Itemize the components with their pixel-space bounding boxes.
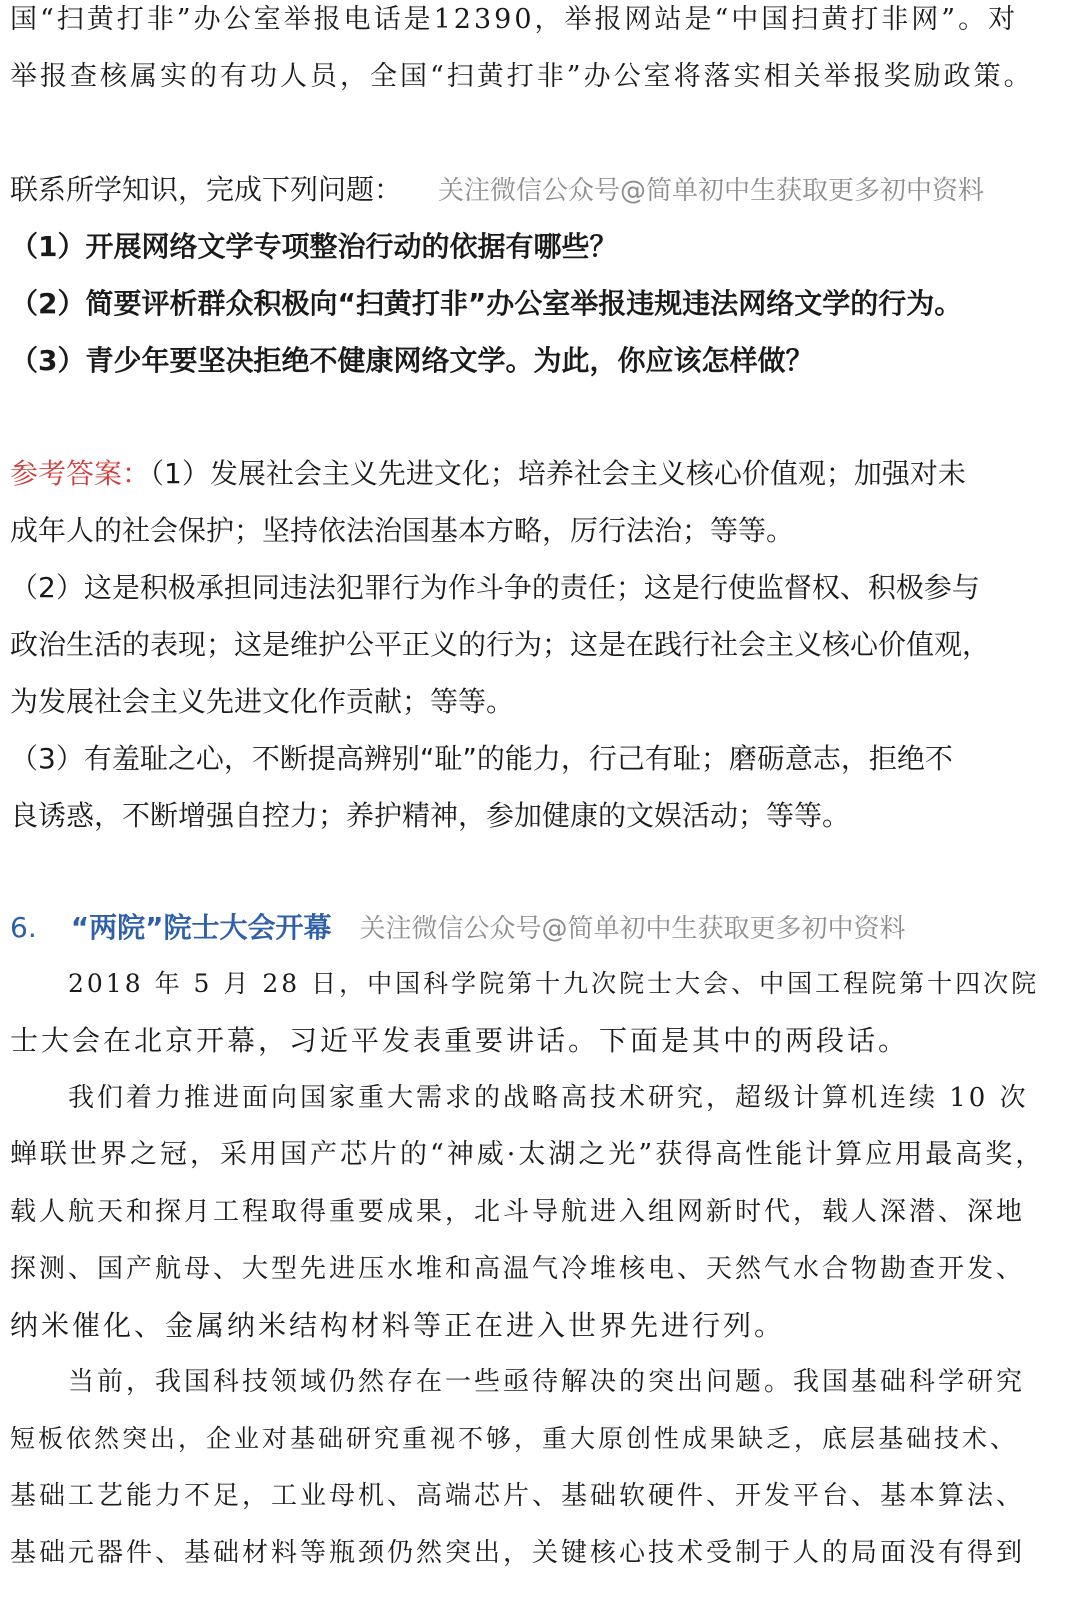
section-6-p3-line-2: 短板依然突出，企业对基础研究重视不够，重大原创性成果缺乏，底层基础技术、 xyxy=(10,1424,1019,1453)
section-6-p1-line-1: 2018 年 5 月 28 日，中国科学院第十九次院士大会、中国工程院第十四次院 xyxy=(68,969,1040,998)
answer-1-line-1-row xyxy=(10,454,966,494)
section-6-heading xyxy=(10,908,906,949)
watermark-text: 关注微信公众号@简单初中生获取更多初中资料 xyxy=(438,176,985,206)
answer-3-line-2: 良诱惑，不断增强自控力；养护精神，参加健康的文娱活动；等等。 xyxy=(10,799,851,832)
answer-label: 参考答案： xyxy=(10,457,151,490)
intro-line-1: 国“扫黄打非”办公室举报电话是12390，举报网站是“中国扫黄打非网”。对 xyxy=(10,4,1019,35)
section-6-p2-line-1: 我们着力推进面向国家重大需求的战略高技术研究，超级计算机连续 10 次 xyxy=(68,1083,1029,1113)
intro-line-2: 举报查核属实的有功人员，全国“扫黄打非”办公室将落实相关举报奖励政策。 xyxy=(10,61,1034,92)
section-6-p2-line-3: 载人航天和探月工程取得重要成果，北斗导航进入组网新时代，载人深潜、深地 xyxy=(10,1197,1026,1227)
question-2: （2）简要评析群众积极向“扫黄打非”办公室举报违规违法网络文学的行为。 xyxy=(10,287,963,320)
section-6-p2-line-5: 纳米催化、金属纳米结构材料等正在进入世界先进行列。 xyxy=(10,1309,786,1342)
answer-3-line-1: （3）有羞耻之心，不断提高辨别“耻”的能力，行己有耻；磨砺意志，拒绝不 xyxy=(10,742,953,775)
watermark-text: 关注微信公众号@简单初中生获取更多初中资料 xyxy=(359,914,906,944)
section-6-p2-line-2: 蝉联世界之冠，采用国产芯片的“神威·太湖之光”获得高性能计算应用最高奖， xyxy=(10,1139,1046,1170)
answer-1-line-1: （1）发展社会主义先进文化；培养社会主义核心价值观；加强对未 xyxy=(150,457,966,490)
section-6-p3-line-3: 基础工艺能力不足，工业母机、高端芯片、基础软硬件、开发平台、基本算法、 xyxy=(10,1481,1026,1511)
section-6-p3-line-4: 基础元器件、基础材料等瓶颈仍然突出，关键核心技术受制于人的局面没有得到 xyxy=(10,1538,1026,1568)
answer-2-line-3: 为发展社会主义先进文化作贡献；等等。 xyxy=(10,685,515,718)
section-6-p1-line-2: 士大会在北京开幕，习近平发表重要讲话。下面是其中的两段话。 xyxy=(10,1024,910,1057)
questions-prompt: 联系所学知识，完成下列问题： xyxy=(10,173,403,206)
answer-1-line-2: 成年人的社会保护；坚持依法治国基本方略，厉行法治；等等。 xyxy=(10,514,795,547)
answer-2-line-1: （2）这是积极承担同违法犯罪行为作斗争的责任；这是行使监督权、积极参与 xyxy=(10,571,980,604)
section-title: “两院”院士大会开幕 xyxy=(70,911,332,944)
question-1: （1）开展网络文学专项整治行动的依据有哪些？ xyxy=(10,230,618,263)
section-6-p3-line-1: 当前，我国科技领域仍然存在一些亟待解决的突出问题。我国基础科学研究 xyxy=(68,1367,1026,1397)
answer-2-line-2: 政治生活的表现；这是维护公平正义的行为；这是在践行社会主义核心价值观， xyxy=(10,628,991,661)
question-3: （3）青少年要坚决拒绝不健康网络文学。为此，你应该怎样做？ xyxy=(10,344,814,377)
section-6-p2-line-4: 探测、国产航母、大型先进压水堆和高温气冷堆核电、天然气水合物勘查开发、 xyxy=(10,1254,1026,1284)
questions-prompt-row xyxy=(10,170,984,211)
section-number: 6. xyxy=(10,911,37,944)
